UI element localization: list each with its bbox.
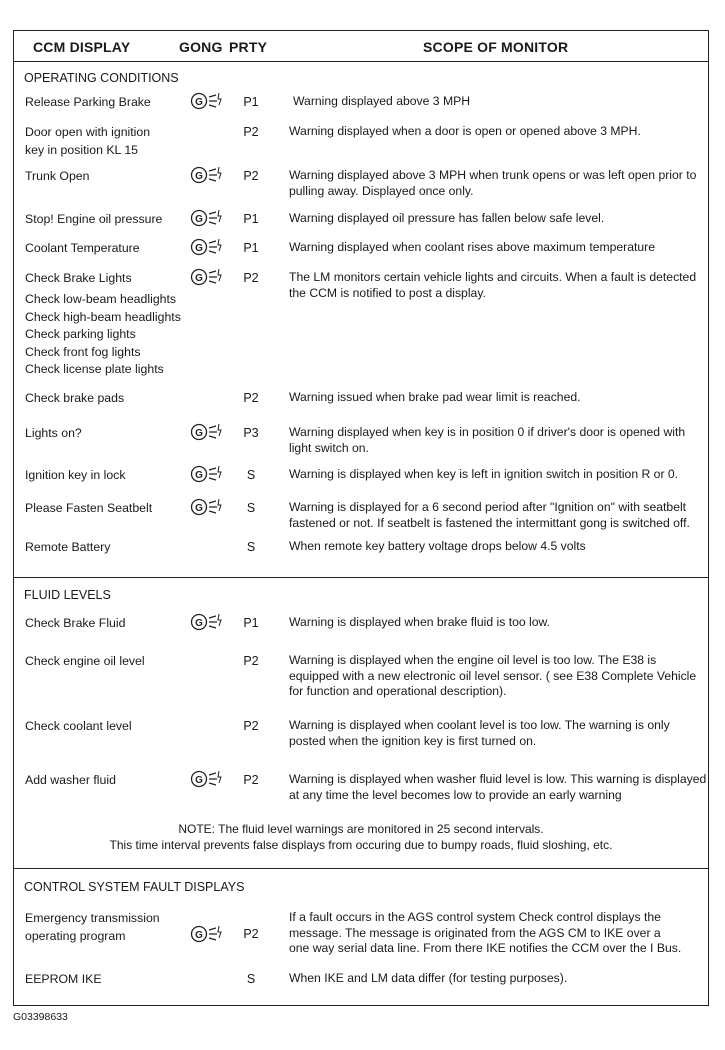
ccm-display-text: Please Fasten Seatbelt xyxy=(25,501,153,515)
light-check-item: Check front fog lights xyxy=(25,345,141,359)
priority-value: P2 xyxy=(243,719,259,733)
light-check-item: Check high-beam headlights xyxy=(25,310,181,324)
scope-text: Warning issued when brake pad wear limit is reached. xyxy=(289,390,581,404)
ccm-display-text: Check Brake Lights xyxy=(25,271,132,285)
ccm-display-table xyxy=(13,30,709,1006)
priority-value: P2 xyxy=(243,773,259,787)
priority-value: P1 xyxy=(243,95,259,109)
svg-text:G: G xyxy=(195,930,203,941)
scope-text: Warning is displayed for a 6 second period after "Ignition on" with seatbelt fastened or not. If seatbelt is fastened the intermittant gong is switched off. xyxy=(289,500,690,530)
priority-value: S xyxy=(246,468,256,482)
section-title-control-system-fault-displays: CONTROL SYSTEM FAULT DISPLAYS xyxy=(24,880,245,894)
gong-icon xyxy=(190,497,224,517)
scope-text: Warning displayed oil pressure has fallen below safe level. xyxy=(289,211,605,225)
ccm-display-text: Check coolant level xyxy=(25,719,132,733)
scope-text: Warning is displayed when brake fluid is too low. xyxy=(289,615,551,629)
gong-icon xyxy=(190,91,224,111)
priority-value: P1 xyxy=(243,616,259,630)
priority-value: P1 xyxy=(243,241,259,255)
gong-icon xyxy=(190,422,224,442)
svg-text:G: G xyxy=(195,503,203,514)
light-check-item: Check license plate lights xyxy=(25,362,164,376)
svg-text:G: G xyxy=(195,428,203,439)
priority-value: S xyxy=(246,501,256,515)
gong-icon xyxy=(190,165,224,185)
section-title-fluid-levels: FLUID LEVELS xyxy=(24,588,111,602)
svg-text:G: G xyxy=(195,214,203,225)
gong-icon xyxy=(190,924,224,944)
svg-text:G: G xyxy=(195,243,203,254)
ccm-display-text: Add washer fluid xyxy=(25,773,116,787)
priority-value: P2 xyxy=(243,391,259,405)
priority-value: P1 xyxy=(243,212,259,226)
ccm-display-text: Check brake pads xyxy=(25,391,125,405)
ccm-display-text: Lights on? xyxy=(25,426,82,440)
section-title-operating-conditions: OPERATING CONDITIONS xyxy=(24,71,179,85)
priority-value: P2 xyxy=(243,927,259,941)
ccm-display-text: Emergency transmission operating program xyxy=(25,911,160,943)
figure-code: G03398633 xyxy=(13,1011,68,1023)
light-check-item: Check low-beam headlights xyxy=(25,292,177,306)
svg-text:G: G xyxy=(195,470,203,481)
scope-text: Warning is displayed when washer fluid level is low. This warning is displayed at any time the level becomes low to provide an early warning xyxy=(289,772,707,802)
scope-text: Warning displayed when key is in position 0 if driver's door is opened with light switch on. xyxy=(289,425,686,455)
gong-icon xyxy=(190,464,224,484)
svg-text:G: G xyxy=(195,775,203,786)
section-divider xyxy=(14,577,708,578)
ccm-display-text: Check Brake Fluid xyxy=(25,616,126,630)
fluid-note-line-2: This time interval prevents false displays from occuring due to bumpy roads, fluid sloshing, etc. xyxy=(109,838,613,852)
scope-text: When remote key battery voltage drops below 4.5 volts xyxy=(289,539,586,553)
gong-icon xyxy=(190,612,224,632)
scope-text: Warning displayed when a door is open or opened above 3 MPH. xyxy=(289,124,641,138)
priority-value: P2 xyxy=(243,169,259,183)
header-gong: GONG xyxy=(179,39,223,55)
scope-text: Warning is displayed when the engine oil level is too low. The E38 is equipped with a new electronic oil level sensor. ( see E38 Complete Vehicle for function and operational description). xyxy=(289,653,697,698)
ccm-display-text: Stop! Engine oil pressure xyxy=(25,212,163,226)
priority-value: P3 xyxy=(243,426,259,440)
scope-text: Warning displayed when coolant rises above maximum temperature xyxy=(289,240,656,254)
ccm-display-text: EEPROM IKE xyxy=(25,972,102,986)
scope-text: The LM monitors certain vehicle lights and circuits. When a fault is detected the CCM is notified to post a display. xyxy=(289,270,697,300)
ccm-display-text: Ignition key in lock xyxy=(25,468,126,482)
scope-text: When IKE and LM data differ (for testing purposes). xyxy=(289,971,568,985)
priority-value: P2 xyxy=(243,125,259,139)
scope-text: Warning is displayed when key is left in ignition switch in position R or 0. xyxy=(289,467,679,481)
priority-value: S xyxy=(246,540,256,554)
gong-icon xyxy=(190,237,224,257)
scope-text: Warning is displayed when coolant level is too low. The warning is only posted when the ignition key is first turned on. xyxy=(289,718,670,748)
section-divider xyxy=(14,868,708,869)
ccm-display-text: Door open with ignition key in position KL 15 xyxy=(25,125,151,157)
header-ccm-display: CCM DISPLAY xyxy=(33,39,131,55)
priority-value: S xyxy=(246,972,256,986)
priority-value: P2 xyxy=(243,654,259,668)
fluid-note-line-1: NOTE: The fluid level warnings are monitored in 25 second intervals. xyxy=(178,822,544,836)
header-prty: PRTY xyxy=(229,39,268,55)
svg-text:G: G xyxy=(195,171,203,182)
priority-value: P2 xyxy=(243,271,259,285)
ccm-display-text: Remote Battery xyxy=(25,540,111,554)
ccm-display-text: Release Parking Brake xyxy=(25,95,151,109)
gong-icon xyxy=(190,267,224,287)
svg-text:G: G xyxy=(195,273,203,284)
ccm-display-text: Trunk Open xyxy=(25,169,90,183)
scope-text: Warning displayed above 3 MPH xyxy=(293,94,471,108)
ccm-display-text: Check engine oil level xyxy=(25,654,145,668)
svg-text:G: G xyxy=(195,618,203,629)
ccm-display-text: Coolant Temperature xyxy=(25,241,140,255)
gong-icon xyxy=(190,208,224,228)
scope-text: If a fault occurs in the AGS control system Check control displays the message. The message is originated from the AGS CM to IKE over a one way serial data line. From there IKE notifies the CCM over the I Bus. xyxy=(289,910,682,955)
gong-icon xyxy=(190,769,224,789)
header-divider xyxy=(14,61,708,62)
scope-text: Warning displayed above 3 MPH when trunk opens or was left open prior to pulling away. Displayed once only. xyxy=(289,168,697,198)
svg-text:G: G xyxy=(195,97,203,108)
header-scope-of-monitor: SCOPE OF MONITOR xyxy=(423,39,569,55)
light-check-item: Check parking lights xyxy=(25,327,136,341)
